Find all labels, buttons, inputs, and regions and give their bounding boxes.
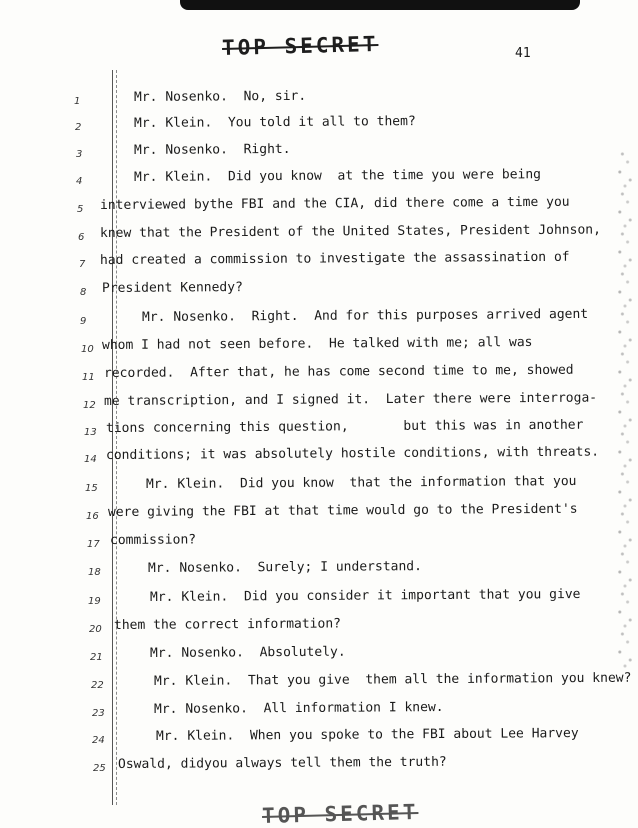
line-number: 4 (76, 176, 83, 187)
line-number: 18 (88, 567, 101, 578)
left-margin-rule (112, 70, 113, 805)
transcript-line: Mr. Nosenko. Surely; I understand. (147, 559, 422, 576)
line-number: 19 (88, 596, 101, 607)
line-number: 8 (80, 287, 87, 298)
transcript-line: them the correct information? (113, 616, 342, 633)
line-number: 17 (87, 539, 100, 550)
transcript-line: tions concerning this question, but this was in another (105, 417, 584, 436)
line-number: 20 (89, 624, 102, 635)
transcript-line: Mr. Nosenko. Right. And for this purposes arrived agent (141, 306, 589, 325)
left-margin-rule-secondary (116, 70, 117, 805)
line-number: 22 (91, 680, 104, 691)
transcript-line: Mr. Nosenko. Right. (133, 141, 291, 158)
transcript-line: Mr. Klein. Did you know at the time you were being (133, 167, 542, 185)
line-number: 1 (74, 96, 81, 107)
transcript-line: Mr. Klein. When you spoke to the FBI about Lee Harvey (155, 726, 579, 744)
transcript-line: Mr. Klein. Did you consider it important that you give (149, 586, 581, 605)
line-number: 3 (76, 149, 83, 160)
transcript-line: Mr. Klein. Did you know that the information that you (145, 473, 577, 492)
page-number: 41 (515, 46, 531, 61)
line-number: 10 (81, 344, 94, 355)
line-number: 7 (79, 259, 86, 270)
line-number: 5 (77, 204, 84, 215)
line-number: 23 (92, 708, 105, 719)
line-number: 2 (75, 122, 82, 133)
transcript-line: Oswald, didyou always tell them the truth? (117, 754, 447, 772)
transcript-line: recorded. After that, he has come second time to me, showed (103, 362, 574, 381)
transcript-line: Mr. Nosenko. No, sir. (133, 88, 307, 105)
line-number: 16 (86, 511, 99, 522)
line-number: 13 (84, 427, 97, 438)
transcript-line: commission? (109, 532, 197, 548)
transcript-line: interviewed bythe FBI and the CIA, did there come a time you (99, 194, 570, 213)
transcript-line: Mr. Nosenko. All information I knew. (153, 699, 444, 717)
line-number: 11 (82, 372, 95, 383)
transcript-line: had created a commission to investigate the assassination of (99, 249, 570, 268)
line-number: 15 (85, 483, 98, 494)
transcript-line: Mr. Klein. You told it all to them? (133, 114, 416, 131)
transcript-line: whom I had not seen before. He talked with me; all was (101, 334, 533, 353)
transcript-line: were giving the FBI at that time would go to the President's (107, 501, 578, 520)
transcript-line: Mr. Klein. That you give them all the information you knew? (153, 670, 632, 689)
line-number: 9 (80, 316, 87, 327)
classification-stamp-top: TOP SECRET (221, 31, 379, 61)
line-number: 6 (78, 232, 85, 243)
line-number: 24 (92, 735, 105, 746)
line-number: 21 (90, 652, 103, 663)
line-number: 25 (93, 763, 106, 774)
classification-stamp-bottom: TOP SECRET (261, 799, 419, 828)
transcript-line: President Kennedy? (101, 280, 243, 296)
transcript-line: conditions; it was absolutely hostile conditions, with threats. (105, 444, 600, 463)
transcript-line: knew that the President of the United States, President Johnson, (99, 222, 601, 241)
scan-edge-bar (180, 0, 580, 10)
transcript-line: Mr. Nosenko. Absolutely. (149, 644, 346, 661)
transcript-line: me transcription, and I signed it. Later there were interroga- (103, 390, 598, 409)
scan-noise-right-edge (612, 150, 638, 670)
line-number: 12 (83, 400, 96, 411)
line-number: 14 (84, 454, 97, 465)
